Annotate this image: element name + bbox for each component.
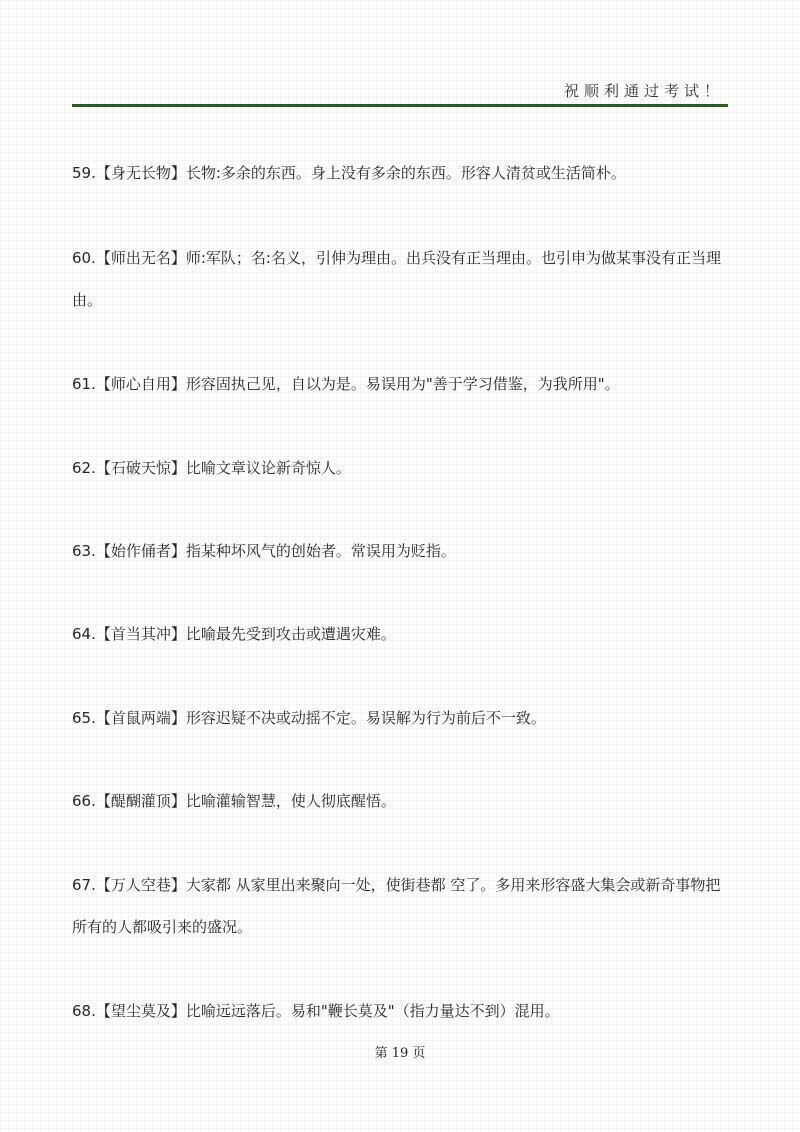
header-slogan: 祝顺利通过考试！ xyxy=(563,82,724,100)
idiom-entry-59: 59.【身无长物】长物:多余的东西。身上没有多余的东西。形容人清贫或生活简朴。 xyxy=(72,164,626,182)
idiom-entry-63: 63.【始作俑者】指某种坏风气的创始者。常误用为贬指。 xyxy=(72,542,456,560)
idiom-entry-62: 62.【石破天惊】比喻文章议论新奇惊人。 xyxy=(72,459,351,477)
page-number: 第 19 页 xyxy=(374,1046,426,1061)
idiom-entry-61: 61.【师心自用】形容固执己见，自以为是。易误用为"善于学习借鉴，为我所用"。 xyxy=(72,375,620,393)
idiom-entry-64: 64.【首当其冲】比喻最先受到攻击或遭遇灾难。 xyxy=(72,625,396,643)
idiom-entry-67: 67.【万人空巷】大家都 从家里出来聚向一处，使街巷都 空了。多用来形容盛大集会或新奇事物把所有的人都吸引来的盛况。 xyxy=(72,876,721,936)
idiom-entry-65: 65.【首鼠两端】形容迟疑不决或动摇不定。易误解为行为前后不一致。 xyxy=(72,709,546,727)
idiom-entry-60: 60.【师出无名】师:军队；名:名义，引伸为理由。出兵没有正当理由。也引申为做某事没有正当理由。 xyxy=(72,249,721,309)
idiom-entry-66: 66.【醍醐灌顶】比喻灌输智慧，使人彻底醒悟。 xyxy=(72,792,396,810)
idiom-entry-68: 68.【望尘莫及】比喻远远落后。易和"鞭长莫及"（指力量达不到）混用。 xyxy=(72,1002,560,1020)
